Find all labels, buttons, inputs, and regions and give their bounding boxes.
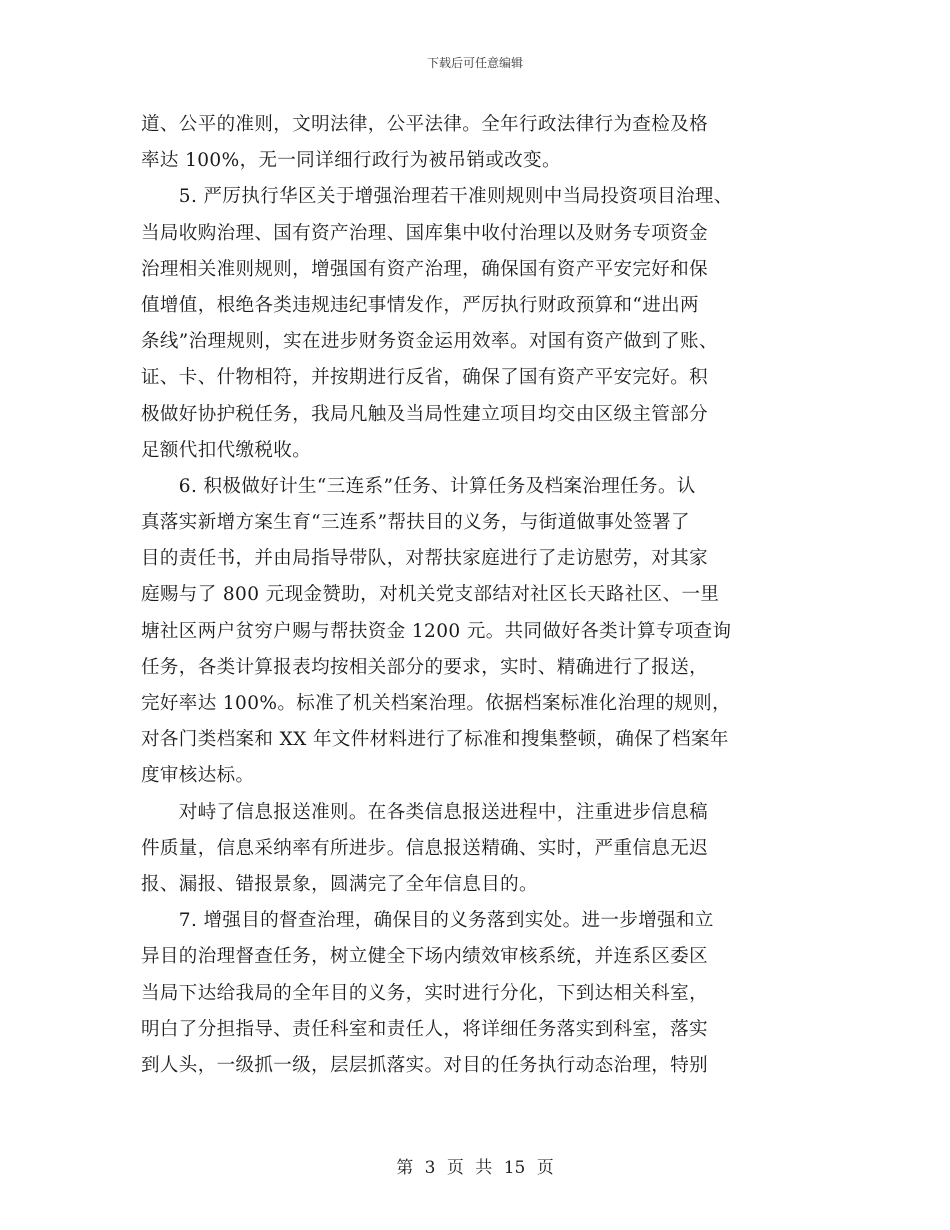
body-line: 真落实新增方案生育“三连系”帮扶目的义务，与街道做事处签署了 xyxy=(141,512,690,534)
document-body xyxy=(141,107,821,1084)
body-line: 极做好协护税任务，我局凡触及当局性建立项目均交由区级主管部分 xyxy=(141,403,709,425)
page-header-note: 下载后可任意编辑 xyxy=(426,56,523,70)
body-line: 件质量，信息采纳率有所进步。信息报送精确、实时，严重信息无迟 xyxy=(141,837,709,859)
body-line: 塘社区两户贫穷户赐与帮扶资金 1200 元。共同做好各类计算专项查询 xyxy=(141,620,732,642)
body-line: 治理相关准则规则，增强国有资产治理，确保国有资产平安完好和保 xyxy=(141,258,709,280)
body-line: 7. 增强目的督查治理，确保目的义务落到实处。进一步增强和立 xyxy=(141,910,714,932)
body-line: 足额代扣代缴税收。 xyxy=(141,439,312,461)
body-line: 明白了分担指导、责任科室和责任人，将详细任务落实到科室，落实 xyxy=(141,1018,709,1040)
body-line: 当局下达给我局的全年目的义务，实时进行分化，下到达相关科室， xyxy=(141,982,709,1004)
body-line: 到人头，一级抓一级，层层抓落实。对目的任务执行动态治理，特别 xyxy=(141,1054,709,1076)
body-line: 值增值，根绝各类违规违纪事情发作，严厉执行财政预算和“进出两 xyxy=(141,294,699,316)
body-line: 异目的治理督查任务，树立健全下场内绩效审核系统，并连系区委区 xyxy=(141,946,709,968)
body-line: 5. 严厉执行华区关于增强治理若干准则规则中当局投资项目治理、 xyxy=(141,186,733,208)
body-line: 完好率达 100%。标准了机关档案治理。依据档案标准化治理的规则， xyxy=(141,693,731,714)
body-line: 道、公平的准则，文明法律，公平法律。全年行政法律行为查检及格 xyxy=(141,114,709,135)
body-line: 目的责任书，并由局指导带队，对帮扶家庭进行了走访慰劳，对其家 xyxy=(141,548,709,570)
body-line: 任务，各类计算报表均按相关部分的要求，实时、精确进行了报送， xyxy=(141,656,709,678)
body-line: 当局收购治理、国有资产治理、国库集中收付治理以及财务专项资金 xyxy=(141,222,709,244)
body-line: 率达 100%，无一同详细行政行为被吊销或改变。 xyxy=(141,150,561,172)
body-line: 对各门类档案和 XX 年文件材料进行了标准和搜集整顿，确保了档案年 xyxy=(141,729,729,751)
page-number-footer: 第 3 页 共 15 页 xyxy=(396,1158,554,1178)
body-line: 庭赐与了 800 元现金赞助，对机关党支部结对社区长天路社区、一里 xyxy=(141,584,720,606)
body-line: 条线”治理规则，实在进步财务资金运用效率。对国有资产做到了账、 xyxy=(141,331,718,353)
body-line: 对峙了信息报送准则。在各类信息报送进程中，注重进步信息稿 xyxy=(141,801,709,823)
body-line: 报、漏报、错报景象，圆满完了全年信息目的。 xyxy=(141,873,538,895)
body-line: 证、卡、什物相符，并按期进行反省，确保了国有资产平安完好。积 xyxy=(141,367,709,389)
body-line: 6. 积极做好计生“三连系”任务、计算任务及档案治理任务。认 xyxy=(141,475,696,497)
body-line: 度审核达标。 xyxy=(141,765,255,787)
